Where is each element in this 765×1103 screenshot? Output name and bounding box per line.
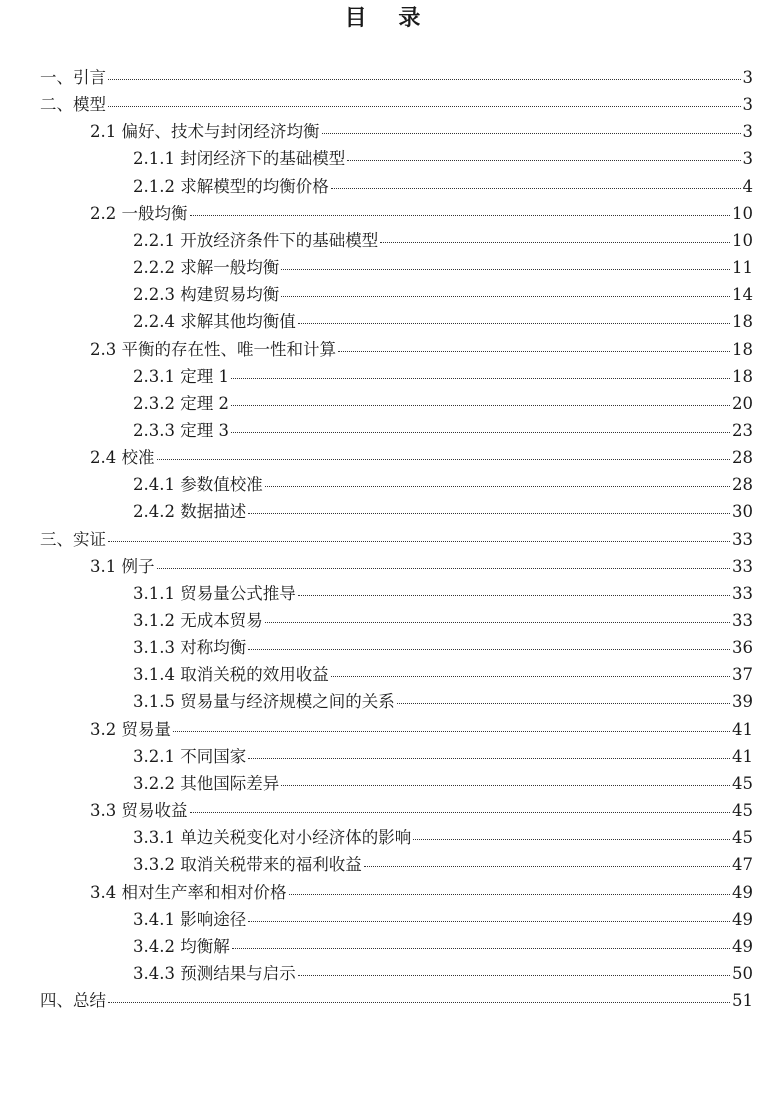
- toc-entry[interactable]: [133, 308, 753, 335]
- toc-entry-page-number: 49: [732, 909, 753, 929]
- toc-dot-leader: [331, 188, 741, 189]
- toc-entry-page-number: 18: [732, 339, 753, 359]
- toc-dot-leader: [281, 269, 730, 270]
- toc-entry-label: 2.4.2 数据描述: [133, 502, 247, 522]
- toc-entry-label: 3.3.1 单边关税变化对小经济体的影响: [133, 828, 412, 848]
- toc-entry-page-number: 20: [732, 393, 753, 413]
- toc-dot-leader: [397, 703, 730, 704]
- toc-entry-page-number: 14: [732, 285, 753, 305]
- toc-entry-label: 二、模型: [40, 95, 106, 115]
- toc-entry[interactable]: [133, 281, 753, 308]
- toc-entry-label: 2.3.3 定理 3: [133, 420, 229, 440]
- toc-entry-page-number: 33: [732, 583, 753, 603]
- toc-entry[interactable]: [90, 118, 753, 145]
- toc-entry[interactable]: [133, 498, 753, 525]
- toc-entry-label: 四、总结: [40, 991, 106, 1011]
- toc-entry-label: 2.3 平衡的存在性、唯一性和计算: [90, 339, 336, 359]
- toc-dot-leader: [331, 676, 730, 677]
- toc-entry-label: 3.3 贸易收益: [90, 801, 188, 821]
- toc-dot-leader: [322, 133, 741, 134]
- toc-entry-page-number: 30: [732, 502, 753, 522]
- toc-entry[interactable]: [133, 145, 753, 172]
- toc-entry-page-number: 23: [732, 420, 753, 440]
- toc-entry[interactable]: [133, 960, 753, 987]
- toc-dot-leader: [157, 459, 731, 460]
- toc-title: 目 录: [344, 5, 433, 31]
- toc-entry[interactable]: [90, 716, 753, 743]
- toc-dot-leader: [248, 513, 730, 514]
- toc-entry-page-number: 33: [732, 556, 753, 576]
- toc-entry-page-number: 45: [732, 801, 753, 821]
- toc-entry-label: 3.1.4 取消关税的效用收益: [133, 665, 329, 685]
- toc-dot-leader: [289, 894, 731, 895]
- toc-entry[interactable]: [133, 254, 753, 281]
- toc-entry-label: 3.2.2 其他国际差异: [133, 773, 280, 793]
- toc-entry-label: 2.2.2 求解一般均衡: [133, 258, 280, 278]
- toc-entry-label: 3.2.1 不同国家: [133, 746, 247, 766]
- toc-dot-leader: [173, 731, 730, 732]
- toc-entry[interactable]: [90, 879, 753, 906]
- toc-entry-label: 2.4.1 参数值校准: [133, 475, 263, 495]
- toc-entry-page-number: 4: [742, 176, 753, 196]
- toc-dot-leader: [157, 568, 731, 569]
- toc-entry[interactable]: [133, 580, 753, 607]
- toc-dot-leader: [347, 160, 740, 161]
- toc-entry-label: 2.1 偏好、技术与封闭经济均衡: [90, 122, 320, 142]
- toc-entry-label: 2.2 一般均衡: [90, 203, 188, 223]
- toc-entry-label: 2.1.1 封闭经济下的基础模型: [133, 149, 346, 169]
- toc-entry[interactable]: [133, 471, 753, 498]
- toc-entry-page-number: 41: [732, 746, 753, 766]
- toc-entry[interactable]: [133, 743, 753, 770]
- toc-entry-page-number: 36: [732, 638, 753, 658]
- toc-dot-leader: [413, 839, 730, 840]
- toc-entry-page-number: 49: [732, 882, 753, 902]
- toc-dot-leader: [298, 323, 730, 324]
- toc-entry-page-number: 11: [732, 258, 753, 278]
- toc-entry-page-number: 37: [732, 665, 753, 685]
- toc-entry-page-number: 33: [732, 529, 753, 549]
- toc-entry[interactable]: [133, 390, 753, 417]
- toc-entry-label: 2.2.4 求解其他均衡值: [133, 312, 296, 332]
- toc-entry[interactable]: [133, 173, 753, 200]
- toc-entry-page-number: 49: [732, 936, 753, 956]
- toc-entry-label: 3.1.3 对称均衡: [133, 638, 247, 658]
- toc-dot-leader: [231, 378, 730, 379]
- toc-entry-page-number: 3: [742, 149, 753, 169]
- toc-entry-page-number: 51: [732, 991, 753, 1011]
- toc-dot-leader: [380, 242, 730, 243]
- toc-entry[interactable]: [90, 797, 753, 824]
- toc-entry-label: 2.1.2 求解模型的均衡价格: [133, 176, 329, 196]
- toc-entry-page-number: 3: [742, 95, 753, 115]
- toc-entry-page-number: 47: [732, 855, 753, 875]
- toc-dot-leader: [298, 595, 730, 596]
- toc-entry-page-number: 39: [732, 692, 753, 712]
- toc-entry[interactable]: [90, 336, 753, 363]
- toc-entry-label: 2.3.2 定理 2: [133, 393, 229, 413]
- toc-entry-page-number: 45: [732, 773, 753, 793]
- toc-dot-leader: [364, 866, 730, 867]
- toc-entry-label: 3.4.3 预测结果与启示: [133, 963, 296, 983]
- toc-entry-page-number: 28: [732, 475, 753, 495]
- toc-entry-label: 三、实证: [40, 529, 106, 549]
- toc-entry-label: 3.1.5 贸易量与经济规模之间的关系: [133, 692, 395, 712]
- toc-dot-leader: [281, 785, 730, 786]
- toc-entry-label: 2.2.1 开放经济条件下的基础模型: [133, 230, 379, 250]
- toc-entry[interactable]: [90, 200, 753, 227]
- toc-dot-leader: [265, 486, 730, 487]
- toc-dot-leader: [108, 541, 730, 542]
- toc-dot-leader: [108, 1002, 730, 1003]
- toc-entry-label: 2.4 校准: [90, 448, 155, 468]
- toc-dot-leader: [108, 79, 741, 80]
- toc-entry-label: 2.2.3 构建贸易均衡: [133, 285, 280, 305]
- toc-entry[interactable]: [90, 553, 753, 580]
- toc-entry[interactable]: [133, 417, 753, 444]
- toc-entry-page-number: 3: [742, 68, 753, 87]
- toc-entry-page-number: 41: [732, 719, 753, 739]
- toc-entry[interactable]: [133, 688, 753, 715]
- toc-entry[interactable]: [133, 227, 753, 254]
- toc-entry-page-number: 18: [732, 366, 753, 386]
- toc-entry[interactable]: [133, 661, 753, 688]
- toc-entry-page-number: 10: [732, 230, 753, 250]
- toc-entry[interactable]: [133, 363, 753, 390]
- toc-dot-leader: [248, 649, 730, 650]
- toc-dot-leader: [232, 948, 730, 949]
- toc-entry[interactable]: [40, 987, 753, 1014]
- toc-entry[interactable]: [133, 607, 753, 634]
- toc-entry-label: 3.1.1 贸易量公式推导: [133, 583, 296, 603]
- toc-entry-label: 3.4.2 均衡解: [133, 936, 230, 956]
- toc-entry[interactable]: [133, 851, 753, 878]
- toc-dot-leader: [298, 975, 730, 976]
- toc-entry[interactable]: [40, 64, 753, 91]
- toc-entry-page-number: 3: [742, 122, 753, 142]
- toc-entry-label: 3.4.1 影响途径: [133, 909, 247, 929]
- toc-entry[interactable]: [133, 906, 753, 933]
- toc-entry-page-number: 50: [732, 963, 753, 983]
- toc-dot-leader: [231, 405, 730, 406]
- toc-entry-page-number: 33: [732, 611, 753, 630]
- toc-entry[interactable]: [40, 91, 753, 118]
- toc-entry-page-number: 28: [732, 448, 753, 468]
- toc-dot-leader: [281, 296, 730, 297]
- toc-entry-label: 3.3.2 取消关税带来的福利收益: [133, 855, 362, 875]
- toc-entry-page-number: 18: [732, 312, 753, 332]
- toc-entry[interactable]: [133, 933, 753, 960]
- toc-entry-label: 3.4 相对生产率和相对价格: [90, 882, 287, 902]
- toc-entry-label: 3.2 贸易量: [90, 719, 171, 739]
- toc-entry-page-number: 10: [732, 203, 753, 223]
- toc-entry-label: 2.3.1 定理 1: [133, 366, 229, 386]
- toc-dot-leader: [108, 106, 741, 107]
- toc-entry[interactable]: [133, 824, 753, 851]
- toc-entry-label: 3.1 例子: [90, 556, 155, 576]
- toc-dot-leader: [190, 215, 731, 216]
- toc-dot-leader: [338, 351, 730, 352]
- toc-entry-page-number: 45: [732, 828, 753, 848]
- toc-entry-label: 3.1.2 无成本贸易: [133, 611, 263, 630]
- toc-entry[interactable]: [133, 770, 753, 797]
- toc-entry[interactable]: [133, 634, 753, 661]
- toc-dot-leader: [265, 622, 730, 623]
- toc-entry[interactable]: [90, 444, 753, 471]
- toc-entry-label: 一、引言: [40, 68, 106, 87]
- toc-dot-leader: [248, 758, 730, 759]
- toc-dot-leader: [248, 921, 730, 922]
- toc-dot-leader: [190, 812, 731, 813]
- toc-entry[interactable]: [40, 526, 753, 553]
- toc-dot-leader: [231, 432, 730, 433]
